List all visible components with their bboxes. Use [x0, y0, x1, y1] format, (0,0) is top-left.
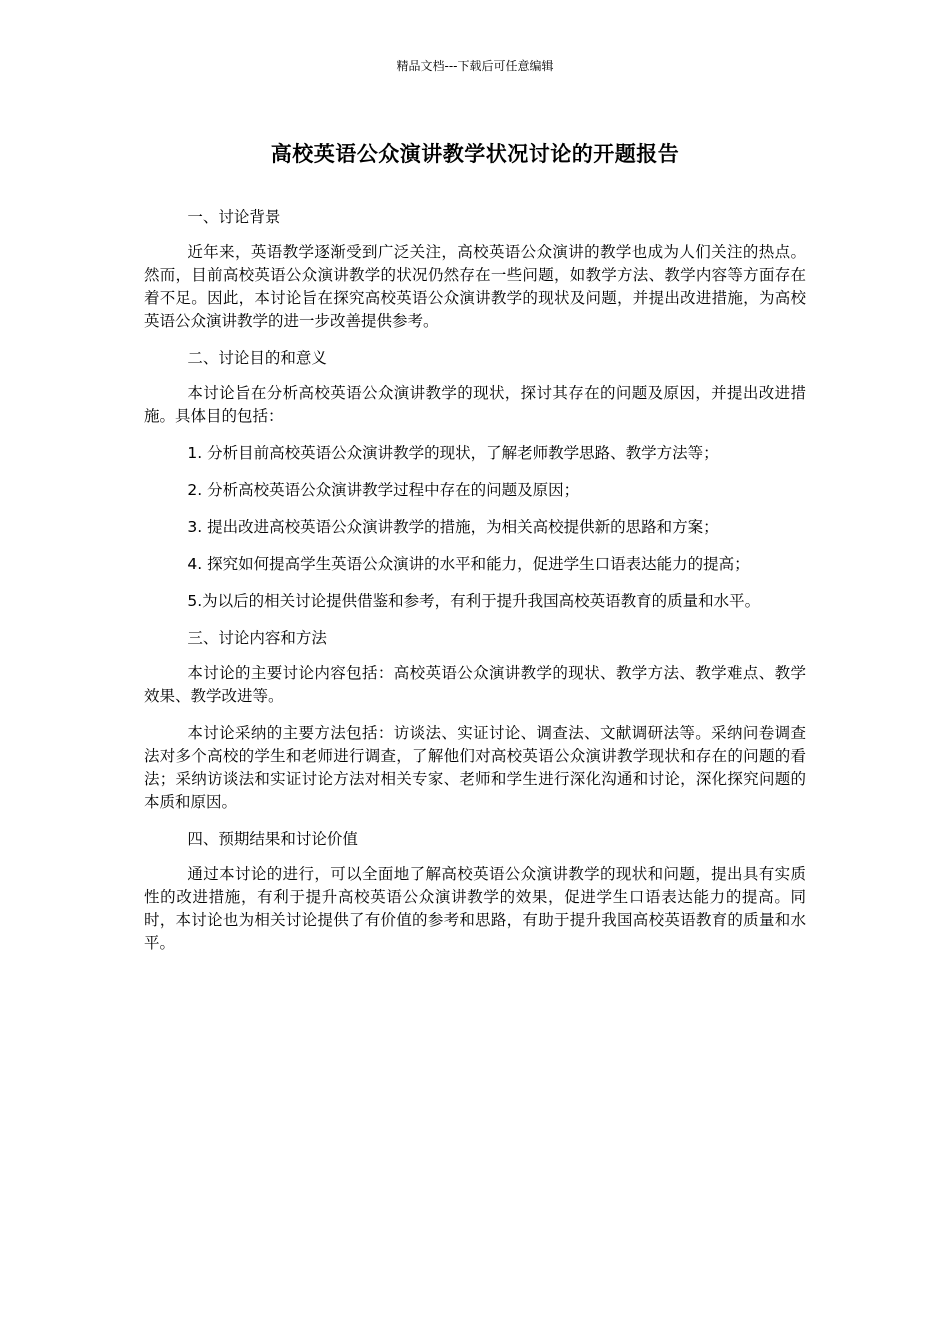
paragraph-expected-results: 通过本讨论的进行，可以全面地了解高校英语公众演讲教学的现状和问题，提出具有实质性的改进措施，有利于提升高校英语公众演讲教学的效果，促进学生口语表达能力的提高。同时，本讨论也为相关讨论提供了有价值的参考和思路，有助于提升我国高校英语教育的质量和水平。 — [144, 865, 806, 952]
paragraph-background: 近年来，英语教学逐渐受到广泛关注，高校英语公众演讲的教学也成为人们关注的热点。然而，目前高校英语公众演讲教学的状况仍然存在一些问题，如教学方法、教学内容等方面存在着不足。因此，本讨论旨在探究高校英语公众演讲教学的现状及问题，并提出改进措施，为高校英语公众演讲教学的进一步改善提供参考。 — [144, 243, 806, 330]
document-body — [144, 206, 806, 969]
paragraph-method: 本讨论采纳的主要方法包括：访谈法、实证讨论、调查法、文献调研法等。采纳问卷调查法对多个高校的学生和老师进行调查，了解他们对高校英语公众演讲教学现状和存在的问题的看法；采纳访谈法和实证讨论方法对相关专家、老师和学生进行深化沟通和讨论，深化探究问题的本质和原因。 — [144, 724, 806, 811]
paragraph-content: 本讨论的主要讨论内容包括：高校英语公众演讲教学的现状、教学方法、教学难点、教学效果、教学改进等。 — [144, 664, 806, 705]
list-item: 2. 分析高校英语公众演讲教学过程中存在的问题及原因； — [187, 481, 580, 499]
list-item: 4. 探究如何提高学生英语公众演讲的水平和能力，促进学生口语表达能力的提高； — [187, 555, 750, 573]
section-heading-content-method: 三、讨论内容和方法 — [187, 629, 327, 647]
list-item: 5.为以后的相关讨论提供借鉴和参考，有利于提升我国高校英语教育的质量和水平。 — [187, 592, 761, 610]
section-heading-purpose: 二、讨论目的和意义 — [187, 349, 327, 367]
list-item: 1. 分析目前高校英语公众演讲教学的现状，了解老师教学思路、教学方法等； — [187, 444, 719, 462]
list-item: 3. 提出改进高校英语公众演讲教学的措施，为相关高校提供新的思路和方案； — [187, 518, 719, 536]
section-heading-expected-results: 四、预期结果和讨论价值 — [187, 830, 358, 848]
section-heading-background: 一、讨论背景 — [187, 208, 281, 226]
header-note: 精品文档---下载后可任意编辑 — [396, 59, 554, 73]
document-title: 高校英语公众演讲教学状况讨论的开题报告 — [270, 142, 680, 166]
paragraph-purpose: 本讨论旨在分析高校英语公众演讲教学的现状，探讨其存在的问题及原因，并提出改进措施。具体目的包括： — [144, 384, 806, 425]
